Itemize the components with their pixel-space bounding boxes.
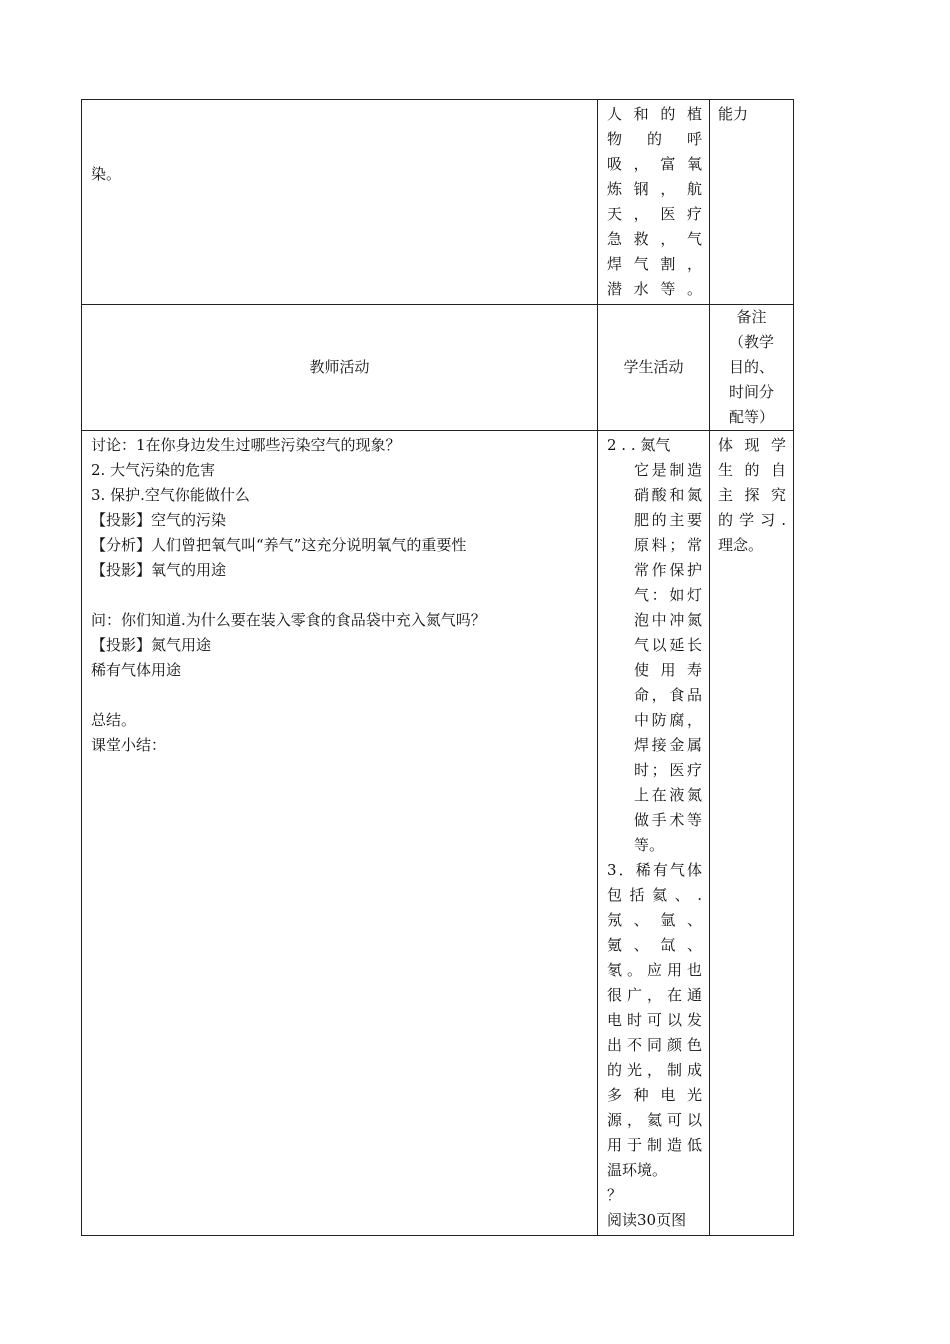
- teacher-text-line: [91, 583, 589, 608]
- teacher-text-line: 稀有气体用途: [91, 661, 182, 679]
- teacher-text-line: 问：你们知道.为什么要在装入零食的食品袋中充入氮气吗？: [91, 611, 486, 629]
- row1-middle-cell: [598, 100, 710, 305]
- notes-text: [710, 431, 793, 560]
- teacher-text-line: 【投影】氧气的用途: [91, 561, 227, 579]
- student-text-line: 氡。应用也: [607, 961, 702, 979]
- student-text-line: 电时可以发: [607, 1011, 702, 1029]
- student-activity-text: [598, 431, 709, 1235]
- notes-text-line: 理念。: [718, 536, 764, 554]
- student-text-line: 急救，气: [607, 230, 702, 248]
- student-text-line: 用于制造低: [607, 1136, 702, 1154]
- teacher-text-line: 【投影】氮气用途: [91, 636, 212, 654]
- row1-middle-text: [598, 100, 709, 304]
- student-text-line: 人和的植: [607, 105, 702, 123]
- student-text-line: 氪 、 氙 、: [607, 936, 702, 954]
- teacher-text-line: 2. 大气污染的危害: [91, 461, 216, 479]
- notes-header: [710, 305, 794, 431]
- teacher-activity-label: 教师活动: [309, 358, 370, 376]
- teacher-text-line: 【投影】空气的污染: [91, 511, 227, 529]
- teacher-text-line: 3. 保护.空气你能做什么: [91, 486, 250, 504]
- notes-text-line: 主 探 究: [718, 486, 786, 504]
- student-text-line: 中防腐，: [634, 711, 702, 729]
- student-text-line: 源，氦可以: [607, 1111, 702, 1129]
- student-activity-label: 学生活动: [623, 358, 684, 376]
- student-text-line: 时；医疗: [634, 761, 702, 779]
- student-text-line: 常作保护: [634, 561, 702, 579]
- notes-label-line: （教学: [728, 333, 774, 351]
- notes-label-line: 备注: [736, 308, 767, 326]
- notes-label: [710, 305, 793, 430]
- notes-text-line: 的学习.: [718, 511, 786, 529]
- student-text-line: 泡中冲氮: [634, 611, 702, 629]
- student-text-line: 焊气割，: [607, 255, 702, 273]
- row1-right-cell: [710, 100, 794, 305]
- student-activity-cell: [598, 431, 710, 1236]
- notes-cell: [710, 431, 794, 1236]
- notes-text-line: 生 的 自: [718, 461, 786, 479]
- row1-left-text: 染。: [91, 165, 122, 183]
- teacher-activity-text: [82, 431, 597, 760]
- student-text-line: 物 的 呼: [607, 130, 702, 148]
- header-row: [82, 305, 794, 431]
- teacher-activity-cell: [82, 431, 598, 1236]
- student-text-line: 硝酸和氮: [634, 486, 702, 504]
- student-text-line: 的光，制成: [607, 1061, 702, 1079]
- notes-label-line: 配等）: [728, 408, 774, 426]
- student-activity-header: [598, 305, 710, 431]
- student-text-line: 炼钢，航: [607, 180, 702, 198]
- student-text-line: 阅读30页图: [607, 1211, 687, 1229]
- teacher-text-line: 总结。: [91, 711, 137, 729]
- teacher-activity-header: [82, 305, 598, 431]
- teacher-text-line: 【分析】人们曾把氧气叫“养气”这充分说明氧气的重要性: [91, 536, 467, 554]
- student-text-line: 吸，富氧: [607, 155, 702, 173]
- lesson-plan-table: [81, 99, 794, 1236]
- student-text-line: 命，食品: [634, 686, 702, 704]
- student-text-line: 上在液氮: [634, 786, 702, 804]
- row1-left-cell: [82, 100, 598, 305]
- student-text-line: 等。: [634, 836, 665, 854]
- student-text-line: 焊接金属: [634, 736, 702, 754]
- student-text-line: 氖 、 氩 、: [607, 911, 702, 929]
- student-text-line: 原料；常: [634, 536, 702, 554]
- student-text-line: 潜水等。: [607, 280, 702, 298]
- teacher-text-line: 讨论：1在你身边发生过哪些污染空气的现象？: [91, 436, 401, 454]
- content-row: [82, 431, 794, 1236]
- student-text-line: 使 用 寿: [634, 661, 702, 679]
- student-text-line: 肥的主要: [634, 511, 702, 529]
- notes-text-line: 体 现 学: [718, 436, 786, 454]
- notes-label-line: 目的、: [728, 358, 774, 376]
- student-text-line: 气：如灯: [634, 586, 702, 604]
- student-text-line: 多 种 电 光: [607, 1086, 702, 1104]
- student-text-line: 2 . . 氮气: [607, 436, 671, 454]
- student-text-line: 包 括 氦 、 .: [607, 886, 702, 904]
- student-text-line: 做手术等: [634, 811, 702, 829]
- notes-label-line: 时间分: [728, 383, 774, 401]
- student-text-line: 它是制造: [634, 461, 702, 479]
- student-text-line: 气以延长: [634, 636, 702, 654]
- student-text-line: 很广，在通: [607, 986, 702, 1004]
- teacher-text-line: [91, 683, 589, 708]
- row1-right-text: 能力: [718, 105, 749, 123]
- student-text-line: 温环境。: [607, 1161, 668, 1179]
- student-text-line: ？: [607, 1186, 623, 1204]
- student-text-line: 天，医疗: [607, 205, 702, 223]
- continuation-row: [82, 100, 794, 305]
- student-text-line: 出不同颜色: [607, 1036, 702, 1054]
- teacher-text-line: 课堂小结：: [91, 736, 167, 754]
- student-text-line: 3．稀有气体: [607, 861, 702, 879]
